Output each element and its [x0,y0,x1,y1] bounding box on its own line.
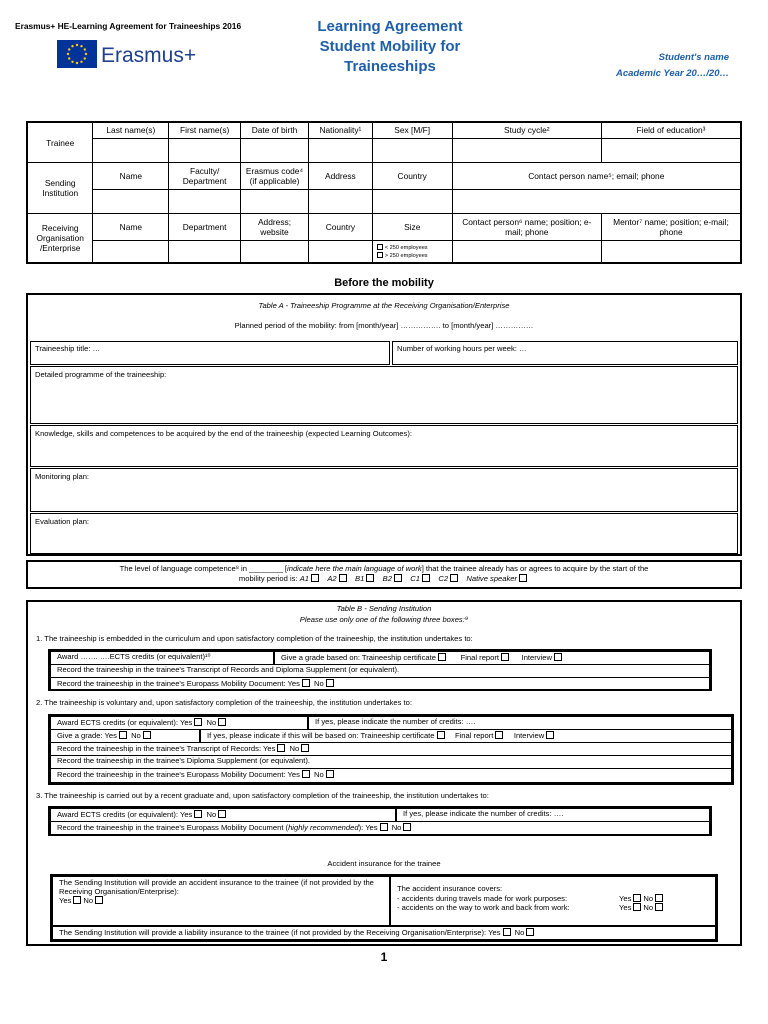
sending-faculty-field[interactable] [169,190,241,213]
s2-transcript: Record the traineeship in the trainee's Transcript of Records: Yes No [50,742,732,756]
s1-grade-row: Give a grade based on: Traineeship certificate Final report Interview [274,651,710,665]
sending-header-erasmus-code: Erasmus code⁴ (if applicable) [241,163,309,190]
trainee-nationality-field[interactable] [308,138,372,162]
sending-contact-field[interactable] [452,190,741,213]
s3-award: Award ECTS credits (or equivalent): Yes No [50,808,396,822]
accident-insurance-yes[interactable] [73,896,81,904]
language-competence: The level of language competence⁸ in ________ [indicate here the main language of work] that the trainee already has or agrees to acquire by the start of the mobility period is: A1 A2 B1 B2 C1 C2 Native speaker [26,560,742,589]
receiving-mentor-field[interactable] [601,241,741,263]
s2-transcript-yes[interactable] [277,744,285,752]
header-date-of-birth: Date of birth [241,122,309,138]
s1-europass-no[interactable] [326,679,334,687]
s1-europass-yes[interactable] [302,679,310,687]
receiving-header-address: Address; website [241,213,309,240]
level-native[interactable]: Native speaker [466,574,529,583]
section-1-heading: 1. The traineeship is embedded in the curriculum and upon satisfactory completion of the traineeship, the institution undertakes to: [36,634,473,643]
receiving-header-mentor: Mentor⁷ name; position; e-mail; phone [601,213,741,240]
s2-europass-no[interactable] [326,770,334,778]
receiving-contact-field[interactable] [452,241,601,263]
table-b-title: Table B - Sending Institution [336,604,432,613]
trainee-study-cycle-field[interactable] [452,138,601,162]
receiving-header-department: Department [169,213,241,240]
s3-europass: Record the traineeship in the trainee's Europass Mobility Document (highly recommended): Yes No [50,821,710,835]
working-hours-field[interactable]: Number of working hours per week: … [392,341,738,365]
size-option-large[interactable]: > 250 employees [375,252,450,260]
receiving-header-contact: Contact person⁶ name; position; e-mail; phone [452,213,601,240]
s1-interview-checkbox[interactable] [554,653,562,661]
receiving-label: Receiving Organisation /Enterprise [27,213,93,263]
section-3-box [48,806,712,836]
receiving-name-field[interactable] [93,241,169,263]
sending-address-field[interactable] [308,190,372,213]
s2-certificate-checkbox[interactable] [437,731,445,739]
sending-country-field[interactable] [372,190,452,213]
trainee-label: Trainee [27,122,93,163]
level-b2[interactable]: B2 [383,574,404,583]
accident-insurance: The Sending Institution will provide an accident insurance to the trainee (if not provided by the Receiving Organisation/Enterprise): Yes No [52,876,390,926]
table-b [26,600,742,946]
s1-transcript: Record the traineeship in the trainee's Transcript of Records and Diploma Supplement (or equivalent). [50,664,710,678]
s3-europass-no[interactable] [403,823,411,831]
learning-outcomes-field[interactable]: Knowledge, skills and competences to be acquired by the end of the traineeship (expected Learning Outcomes): [30,425,738,467]
s2-europass-yes[interactable] [302,770,310,778]
sending-name-field[interactable] [93,190,169,213]
sending-header-faculty: Faculty/ Department [169,163,241,190]
s2-grade-yes[interactable] [119,731,127,739]
trainee-dob-field[interactable] [241,138,309,162]
s1-europass: Record the traineeship in the trainee's Europass Mobility Document: Yes No [50,677,710,691]
receiving-department-field[interactable] [169,241,241,263]
s1-final-report-checkbox[interactable] [501,653,509,661]
sending-header-name: Name [93,163,169,190]
sending-header-address: Address [308,163,372,190]
sending-label: Sending Institution [27,163,93,214]
s2-europass: Record the traineeship in the trainee's Europass Mobility Document: Yes No [50,768,732,783]
receiving-header-size: Size [372,213,452,240]
s3-europass-yes[interactable] [380,823,388,831]
level-b1[interactable]: B1 [355,574,376,583]
section-3-heading: 3. The traineeship is carried out by a recent graduate and, upon satisfactory completion of the traineeship, the institution undertakes to: [36,791,489,800]
evaluation-plan-field[interactable]: Evaluation plan: [30,513,738,554]
sending-header-country: Country [372,163,452,190]
level-c2[interactable]: C2 [438,574,460,583]
receiving-header-country: Country [308,213,372,240]
sending-header-contact: Contact person name⁵; email; phone [452,163,741,190]
document-title: Erasmus+ HE-Learning Agreement for Traineeships 2016 [15,21,242,31]
s2-interview-checkbox[interactable] [546,731,554,739]
s2-grade-basis: If yes, please indicate if this will be based on: Traineeship certificate Final report Interview [200,729,732,743]
insurance-heading: Accident insurance for the trainee [327,859,441,868]
section-2-box [48,714,734,785]
header-study-cycle: Study cycle² [452,122,601,138]
receiving-address-field[interactable] [241,241,309,263]
s1-award[interactable]: Award ……. ….ECTS credits (or equivalent)¹⁰ [50,651,274,665]
level-a2[interactable]: A2 [327,574,348,583]
student-info: Student's name Academic Year 20…/20… [615,52,729,79]
trainee-table [26,121,742,264]
section-1-box [48,649,712,691]
receiving-country-field[interactable] [308,241,372,263]
main-title: Learning Agreement Student Mobility for Traineeships [317,18,463,75]
s2-diploma: Record the traineeship in the trainee's Diploma Supplement (or equivalent). [50,755,732,769]
table-a [26,293,742,556]
detailed-programme-field[interactable]: Detailed programme of the traineeship: [30,366,738,424]
monitoring-plan-field[interactable]: Monitoring plan: [30,468,738,512]
s3-award-yes[interactable] [194,810,202,818]
header-last-name: Last name(s) [93,122,169,138]
accident-insurance-no[interactable] [95,896,103,904]
header-first-name: First name(s) [169,122,241,138]
table-b-subtitle: Please use only one of the following three boxes:⁹ [299,615,469,624]
s3-award-no[interactable] [218,810,226,818]
liability-insurance: The Sending Institution will provide a liability insurance to the trainee (if not provided by the Receiving Organisation/Enterprise): Yes No [52,926,716,940]
header-field-of-education: Field of education³ [601,122,741,138]
commute-cover-yes[interactable] [633,903,641,911]
trainee-first-name-field[interactable] [169,138,241,162]
header-sex: Sex [M/F] [372,122,452,138]
s2-award-no[interactable] [218,718,226,726]
s2-credits[interactable]: If yes, please indicate the number of credits: …. [308,716,732,730]
logo-text: Erasmus+ [101,44,197,67]
trainee-sex-field[interactable] [372,138,452,162]
s2-award: Award ECTS credits (or equivalent): Yes No [50,716,308,730]
size-option-small[interactable]: < 250 employees [375,244,450,252]
table-a-title: Table A - Traineeship Programme at the Receiving Organisation/Enterprise [258,301,510,310]
s2-award-yes[interactable] [194,718,202,726]
commute-cover-no[interactable] [655,903,663,911]
travel-cover-yes[interactable] [633,894,641,902]
level-c1[interactable]: C1 [410,574,432,583]
s2-final-report-checkbox[interactable] [495,731,503,739]
s1-certificate-checkbox[interactable] [438,653,446,661]
eu-flag-icon [57,40,97,68]
sending-code-field[interactable] [241,190,309,213]
s2-grade: Give a grade: Yes No [50,729,200,743]
s2-transcript-no[interactable] [301,744,309,752]
travel-cover-no[interactable] [655,894,663,902]
page-number: 1 [380,950,388,964]
receiving-size-options [372,241,452,263]
insurance-coverage: The accident insurance covers: - accidents during travels made for work purposes: Yes No - accidents on the way to work and back from work: Yes No [390,876,716,926]
planned-period[interactable]: Planned period of the mobility: from [month/year] ……………. to [month/year] …………… [234,321,534,330]
erasmus-logo [57,40,207,72]
traineeship-title-field[interactable]: Traineeship title: … [30,341,390,365]
section-2-heading: 2. The traineeship is voluntary and, upon satisfactory completion of the traineeship, the institution undertakes to: [36,698,412,707]
trainee-last-name-field[interactable] [93,138,169,162]
s3-credits[interactable]: If yes, please indicate the number of credits: …. [396,808,710,822]
s2-grade-no[interactable] [143,731,151,739]
receiving-header-name: Name [93,213,169,240]
trainee-field-field[interactable] [601,138,741,162]
before-mobility-heading: Before the mobility [334,277,434,289]
level-a1[interactable]: A1 [300,574,321,583]
insurance-box [50,874,718,942]
liability-yes[interactable] [503,928,511,936]
liability-no[interactable] [526,928,534,936]
header-nationality: Nationality¹ [308,122,372,138]
